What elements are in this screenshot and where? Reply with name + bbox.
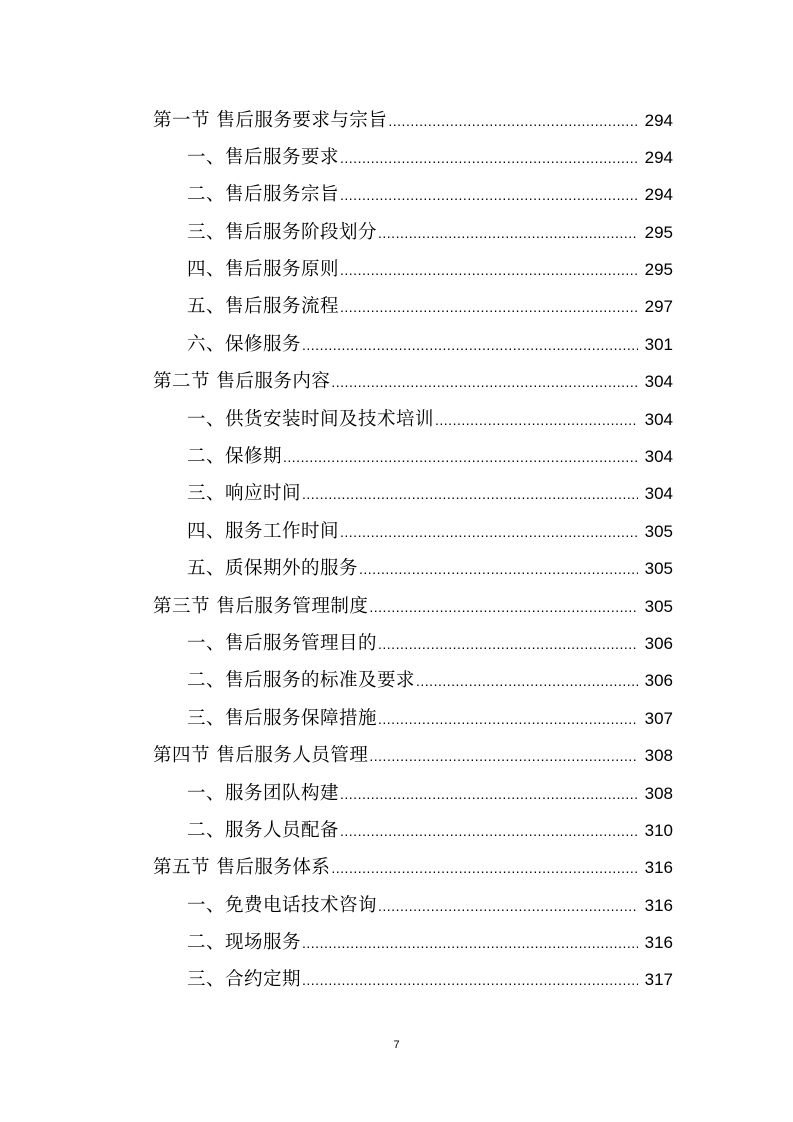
toc-entry-title: 三、售后服务保障措施 [187, 707, 378, 729]
toc-entry-page: 306 [644, 671, 673, 691]
toc-entry-item[interactable] [0, 326, 793, 363]
toc-entry-page: 304 [644, 484, 673, 504]
toc-entry-title: 二、现场服务 [187, 932, 302, 954]
toc-entry-title: 三、售后服务阶段划分 [187, 221, 378, 243]
toc-entry-title: 一、服务团队构建 [187, 782, 340, 804]
toc-entry-page: 306 [644, 633, 673, 653]
toc-leader-dots [378, 888, 638, 925]
toc-entry-page: 308 [644, 746, 673, 766]
toc-entry-title: 二、保修期 [187, 446, 283, 468]
toc-leader-dots [359, 551, 638, 588]
toc-entry-page: 304 [644, 447, 673, 467]
toc-entry-page: 294 [644, 185, 673, 205]
toc-leader-dots [378, 626, 638, 663]
toc-entry-item[interactable] [0, 289, 793, 326]
toc-entry-page: 297 [644, 297, 673, 317]
toc-leader-dots [302, 925, 638, 962]
toc-leader-dots [340, 289, 638, 326]
toc-entry-item[interactable] [0, 625, 793, 662]
toc-entry-title: 一、免费电话技术咨询 [187, 894, 378, 916]
toc-entry-page: 305 [644, 559, 673, 579]
toc-entry-page: 301 [644, 334, 673, 354]
toc-leader-dots [340, 813, 638, 850]
toc-leader-dots [283, 439, 638, 476]
toc-leader-dots [369, 589, 638, 626]
toc-leader-dots [369, 738, 638, 775]
toc-entry-item[interactable] [0, 439, 793, 476]
toc-leader-dots [340, 252, 638, 289]
toc-entry-item[interactable] [0, 401, 793, 438]
toc-entry-page: 294 [644, 147, 673, 167]
toc-entry-section-4[interactable] [0, 738, 793, 775]
toc-entry-title: 第三节 售后服务管理制度 [153, 595, 369, 617]
toc-entry-page: 305 [644, 521, 673, 541]
toc-entry-page: 304 [644, 372, 673, 392]
toc-entry-title: 三、合约定期 [187, 969, 302, 991]
toc-entry-item[interactable] [0, 925, 793, 962]
toc-leader-dots [388, 103, 638, 140]
toc-leader-dots [302, 327, 638, 364]
toc-entry-item[interactable] [0, 775, 793, 812]
toc-entry-item[interactable] [0, 551, 793, 588]
toc-leader-dots [340, 776, 638, 813]
toc-entry-item[interactable] [0, 700, 793, 737]
toc-entry-page: 304 [644, 409, 673, 429]
toc-leader-dots [340, 140, 638, 177]
toc-entry-item[interactable] [0, 663, 793, 700]
toc-entry-page: 316 [644, 895, 673, 915]
toc-entry-page: 305 [644, 596, 673, 616]
page-number: 7 [393, 1039, 400, 1051]
toc-entry-item[interactable] [0, 252, 793, 289]
toc-leader-dots [331, 850, 638, 887]
toc-entry-title: 六、保修服务 [187, 333, 302, 355]
toc-entry-title: 四、售后服务原则 [187, 259, 340, 281]
toc-entry-title: 第五节 售后服务体系 [153, 857, 331, 879]
toc-leader-dots [378, 701, 638, 738]
toc-entry-title: 一、售后服务要求 [187, 146, 340, 168]
toc-entry-title: 二、服务人员配备 [187, 819, 340, 841]
toc-entry-page: 317 [644, 970, 673, 990]
toc-entry-section-3[interactable] [0, 588, 793, 625]
toc-entry-title: 五、售后服务流程 [187, 296, 340, 318]
toc-entry-title: 第一节 售后服务要求与宗旨 [153, 109, 388, 131]
toc-entry-page: 294 [644, 110, 673, 130]
toc-entry-item[interactable] [0, 962, 793, 999]
toc-entry-title: 三、响应时间 [187, 483, 302, 505]
toc-entry-page: 295 [644, 260, 673, 280]
toc-entry-title: 一、供货安装时间及技术培训 [187, 408, 435, 430]
toc-entry-page: 316 [644, 858, 673, 878]
toc-leader-dots [340, 177, 638, 214]
toc-leader-dots [416, 663, 638, 700]
toc-entry-page: 295 [644, 222, 673, 242]
toc-entry-title: 一、售后服务管理目的 [187, 632, 378, 654]
toc-entry-item[interactable] [0, 214, 793, 251]
toc-leader-dots [302, 962, 638, 999]
toc-entry-page: 316 [644, 933, 673, 953]
toc-entry-title: 五、质保期外的服务 [187, 558, 359, 580]
toc-entry-title: 四、服务工作时间 [187, 520, 340, 542]
toc-entry-section-5[interactable] [0, 850, 793, 887]
toc-entry-title: 二、售后服务宗旨 [187, 184, 340, 206]
table-of-contents [0, 102, 793, 999]
toc-entry-title: 二、售后服务的标准及要求 [187, 670, 416, 692]
toc-entry-item[interactable] [0, 177, 793, 214]
toc-entry-page: 308 [644, 783, 673, 803]
toc-entry-item[interactable] [0, 139, 793, 176]
toc-entry-title: 第二节 售后服务内容 [153, 371, 331, 393]
toc-leader-dots [435, 402, 638, 439]
toc-leader-dots [378, 215, 638, 252]
toc-entry-page: 307 [644, 708, 673, 728]
toc-entry-section-2[interactable] [0, 364, 793, 401]
toc-entry-item[interactable] [0, 887, 793, 924]
toc-entry-section-1[interactable] [0, 102, 793, 139]
toc-entry-item[interactable] [0, 812, 793, 849]
toc-entry-title: 第四节 售后服务人员管理 [153, 745, 369, 767]
toc-leader-dots [331, 364, 638, 401]
toc-leader-dots [302, 476, 638, 513]
toc-entry-page: 310 [644, 820, 673, 840]
toc-entry-item[interactable] [0, 476, 793, 513]
toc-entry-item[interactable] [0, 513, 793, 550]
toc-leader-dots [340, 514, 638, 551]
